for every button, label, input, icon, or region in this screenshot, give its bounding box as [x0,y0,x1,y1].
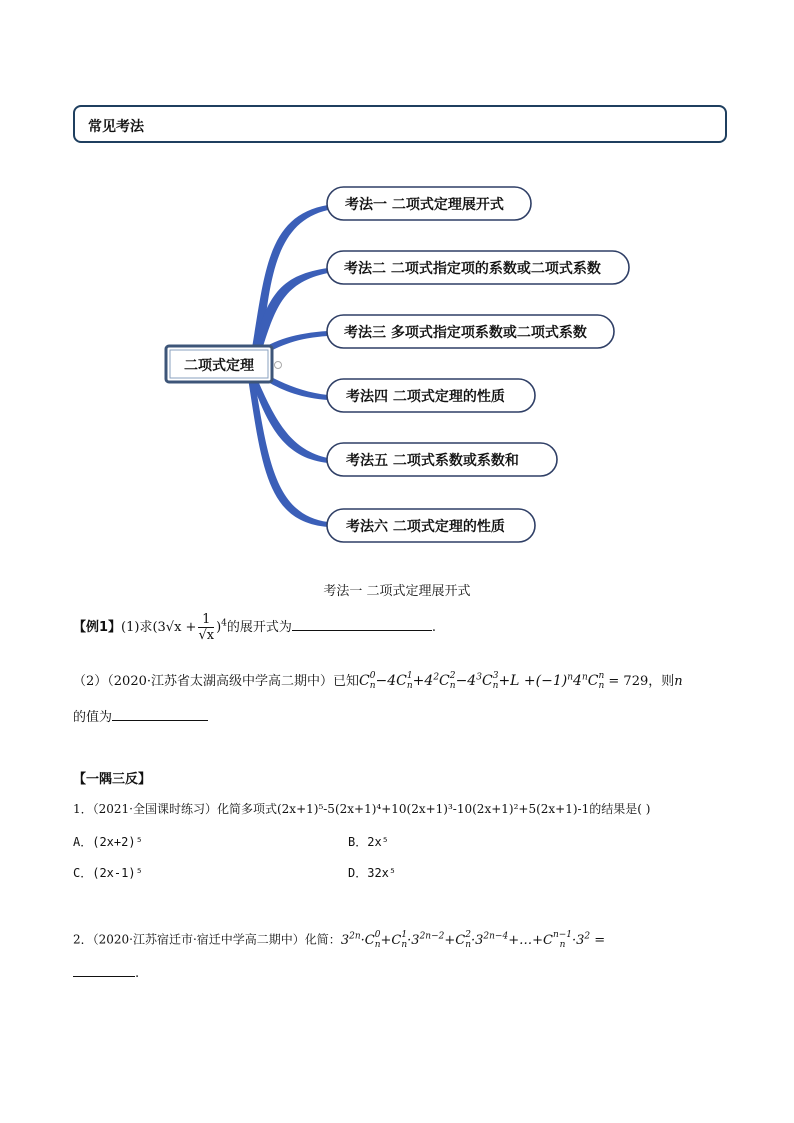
branch-label-5: 考法五 二项式系数或系数和 [346,453,519,469]
answer-blank-2[interactable] [112,720,208,721]
option-d-text: 32x⁵ [367,866,397,880]
example-1-part-2 [73,670,683,691]
example-label: 【例1】 [73,620,122,635]
branch-label-2: 考法二 二项式指定项的系数或二项式系数 [344,261,601,277]
example-2-equation: = 729，则 [608,674,675,689]
option-c-text: (2x-1)⁵ [92,866,143,880]
option-a-label: A． [73,835,93,849]
variable-n: n [674,674,683,689]
question-2-text: 2．（2020·江苏宿迁市·宿迁中学高二期中）化简： [73,932,341,947]
question-1-stem: 1．（2021·全国课时练习）化简多项式(2x+1)⁵-5(2x+1)⁴+10(2x+1)³-10(2x+1)²+5(2x+1)-1的结果是( ) [73,802,651,816]
answer-blank-1[interactable] [292,630,432,631]
example-1-part-2-line-2 [73,706,208,725]
section-title: 考法一 二项式定理展开式 [323,584,471,599]
option-a-text: (2x+2)⁵ [92,835,143,849]
question-2-answer-line [73,966,139,981]
example-1-suffix: 的展开式为 [226,620,292,635]
option-b-label: B． [348,835,368,849]
practice-heading: 【一隅三反】 [73,772,152,787]
example-1-prefix: (1)求 [121,620,153,635]
option-c-label: C． [73,866,93,880]
section-header-title: 常见考法 [88,119,144,135]
binomial-expression: (3√x + $\frac{1}{√x}$ )$^4$ [152,612,227,643]
question-2-stem [73,930,605,950]
option-d-label: D． [348,866,368,880]
branch-label-3: 考法三 多项式指定项系数或二项式系数 [344,325,587,341]
fraction: $\frac{1}{√x}$ [198,612,215,643]
branch-label-4: 考法四 二项式定理的性质 [346,389,505,405]
question-2-expression: $3^{2n}\cdot C$ 0 n +C 1 n $\cdot 3^{2n-2}+C$ 2 n $\cdot 3^{2n-4}+\dots+C$ n−1 n $\cdot 3^2$ = [340,930,606,950]
answer-blank-3[interactable] [73,976,135,977]
example-1-part-1: 【例1】(1)求(3√x + $\frac{1}{√x}$ )$^4$的展开式为 . [73,612,437,643]
option-c[interactable] [73,864,143,881]
option-b[interactable] [348,833,389,850]
option-d[interactable] [348,864,396,881]
collapse-handle-icon[interactable] [275,362,282,369]
branch-label-1: 考法一 二项式定理展开式 [345,197,504,213]
root-node-label: 二项式定理 [184,358,254,374]
mind-map [0,0,794,560]
example-2-ask: 的值为 [73,710,113,725]
option-a[interactable] [73,833,143,850]
option-b-text: 2x⁵ [367,835,389,849]
question-2-end: . [135,966,140,981]
example-2-source: （2）（2020·江苏省太湖高级中学高二期中）已知 [73,674,359,689]
branch-label-6: 考法六 二项式定理的性质 [346,519,505,535]
combinatorial-sum: C 0 n −4C 1 n $+4^2C$ 2 n $-4^3C$ 3 n $+L +(-1)^n4^nC$ n n [359,671,605,691]
